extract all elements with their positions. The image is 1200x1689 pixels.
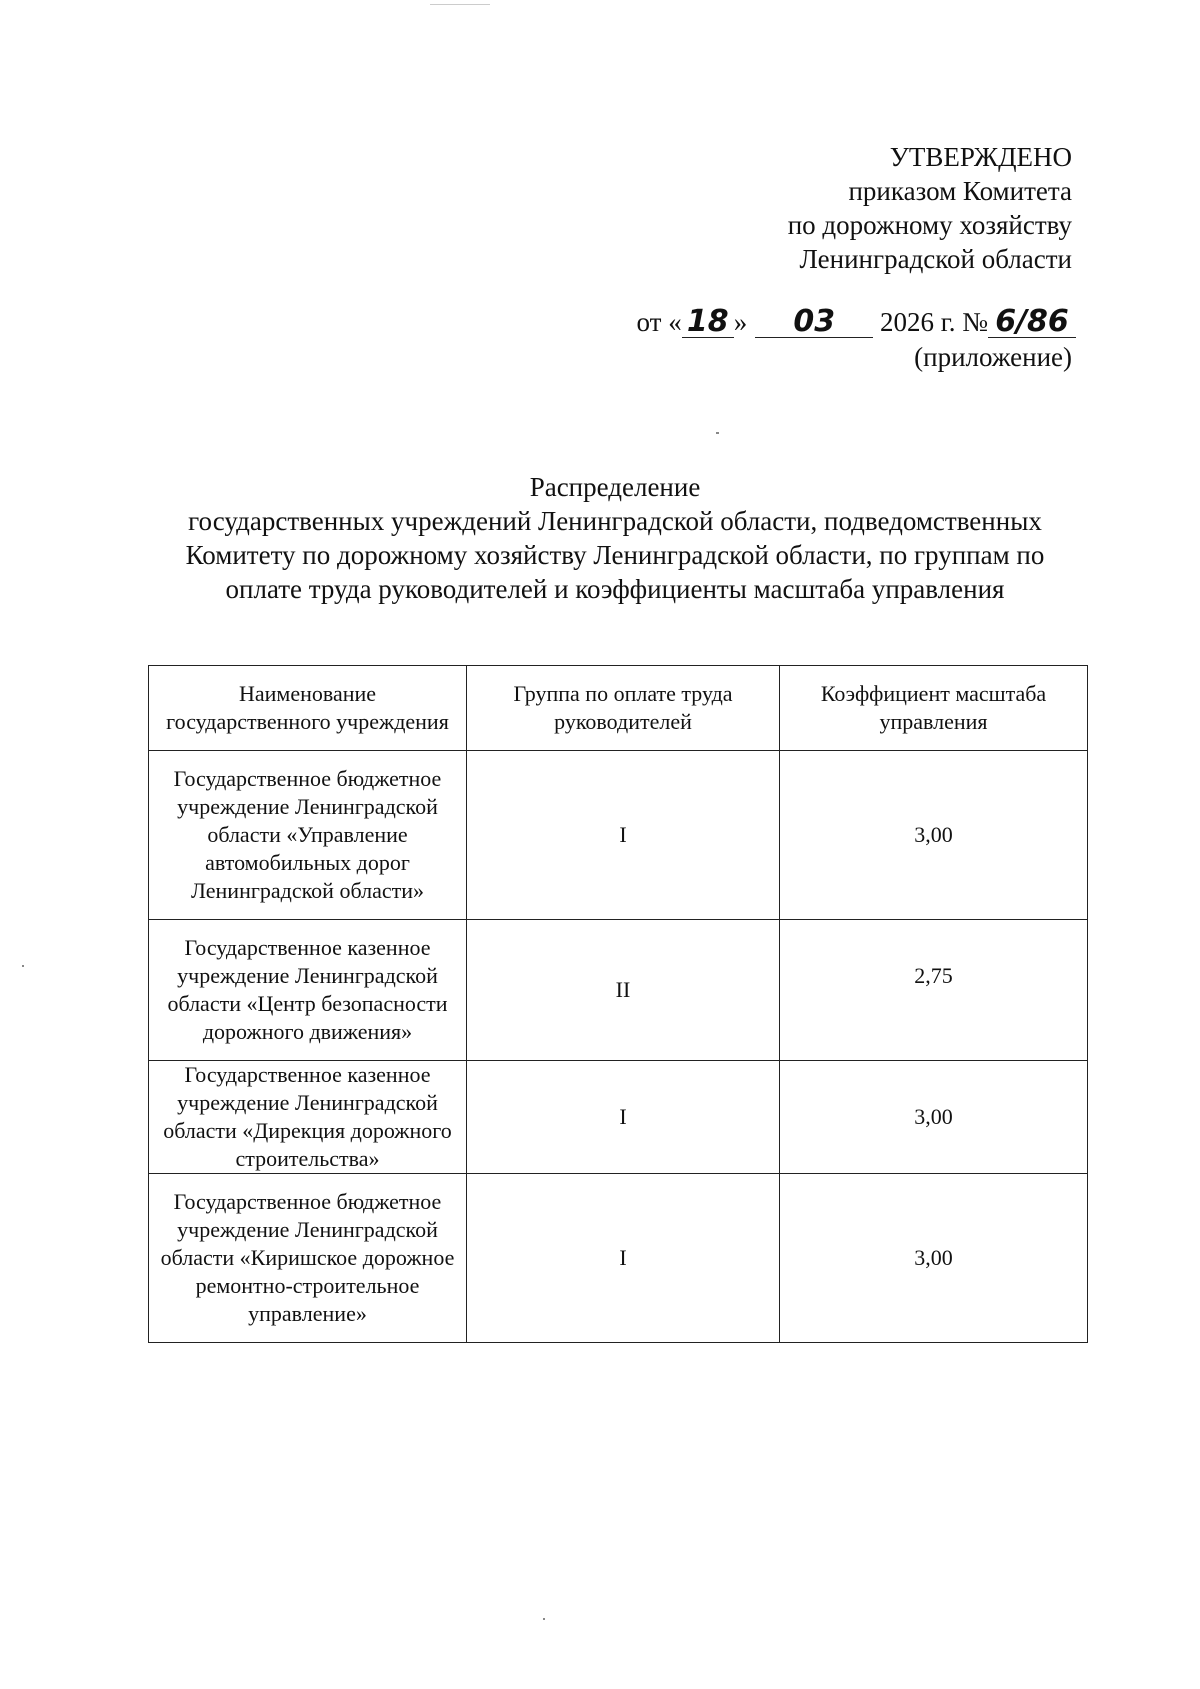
coefficient: 3,00 bbox=[780, 751, 1088, 920]
coefficient: 3,00 bbox=[780, 1174, 1088, 1343]
header-pay-group: Группа по оплате труда руководителей bbox=[467, 666, 780, 751]
coefficient: 3,00 bbox=[780, 1061, 1088, 1174]
order-quote-close: » bbox=[733, 307, 748, 337]
document-title bbox=[140, 470, 1090, 606]
pay-group: I bbox=[467, 1174, 780, 1343]
scan-artifact bbox=[430, 4, 490, 5]
coefficient bbox=[780, 920, 1088, 1061]
title-line: Распределение bbox=[529, 472, 701, 502]
title-line: государственных учреждений Ленинградской области, подведомственных bbox=[188, 506, 1042, 536]
approval-line: Ленинградской области bbox=[799, 244, 1072, 274]
table-row bbox=[149, 751, 1088, 920]
coefficient-value: 2,75 bbox=[914, 963, 953, 988]
table-row bbox=[149, 920, 1088, 1061]
order-month: 03 bbox=[755, 307, 873, 338]
approval-line: по дорожному хозяйству bbox=[787, 210, 1072, 240]
header-institution: Наименование государственного учреждения bbox=[149, 666, 467, 751]
table-row bbox=[149, 1061, 1088, 1174]
annex-label: (приложение) bbox=[914, 342, 1072, 372]
pay-group: I bbox=[467, 1061, 780, 1174]
table-header-row bbox=[149, 666, 1088, 751]
pay-group: II bbox=[467, 920, 780, 1061]
title-line: оплате труда руководителей и коэффициенты масштаба управления bbox=[225, 574, 1005, 604]
approval-block bbox=[788, 140, 1072, 276]
order-year: 2026 г. № bbox=[879, 307, 988, 337]
pay-group: I bbox=[467, 751, 780, 920]
header-coefficient: Коэффициент масштаба управления bbox=[780, 666, 1088, 751]
institution-name: Государственное бюджетное учреждение Ленинградской области «Киришское дорожное ремонтно-строительное управление» bbox=[149, 1174, 467, 1343]
approval-line: приказом Комитета bbox=[848, 176, 1072, 206]
order-reference bbox=[637, 305, 1077, 339]
distribution-table bbox=[148, 665, 1088, 1343]
scan-artifact bbox=[543, 1618, 545, 1620]
scan-artifact bbox=[716, 432, 719, 434]
scan-artifact bbox=[22, 965, 24, 967]
order-prefix: от « bbox=[636, 307, 682, 337]
approval-heading: УТВЕРЖДЕНО bbox=[889, 142, 1072, 172]
institution-name: Государственное казенное учреждение Ленинградской области «Дирекция дорожного строительства» bbox=[149, 1061, 467, 1174]
title-line: Комитету по дорожному хозяйству Ленинградской области, по группам по bbox=[185, 540, 1045, 570]
table-row bbox=[149, 1174, 1088, 1343]
institution-name: Государственное казенное учреждение Ленинградской области «Центр безопасности дорожного движения» bbox=[149, 920, 467, 1061]
order-number: 6/86 bbox=[988, 307, 1076, 338]
order-day: 18 bbox=[682, 307, 734, 338]
institution-name: Государственное бюджетное учреждение Ленинградской области «Управление автомобильных дорог Ленинградской области» bbox=[149, 751, 467, 920]
